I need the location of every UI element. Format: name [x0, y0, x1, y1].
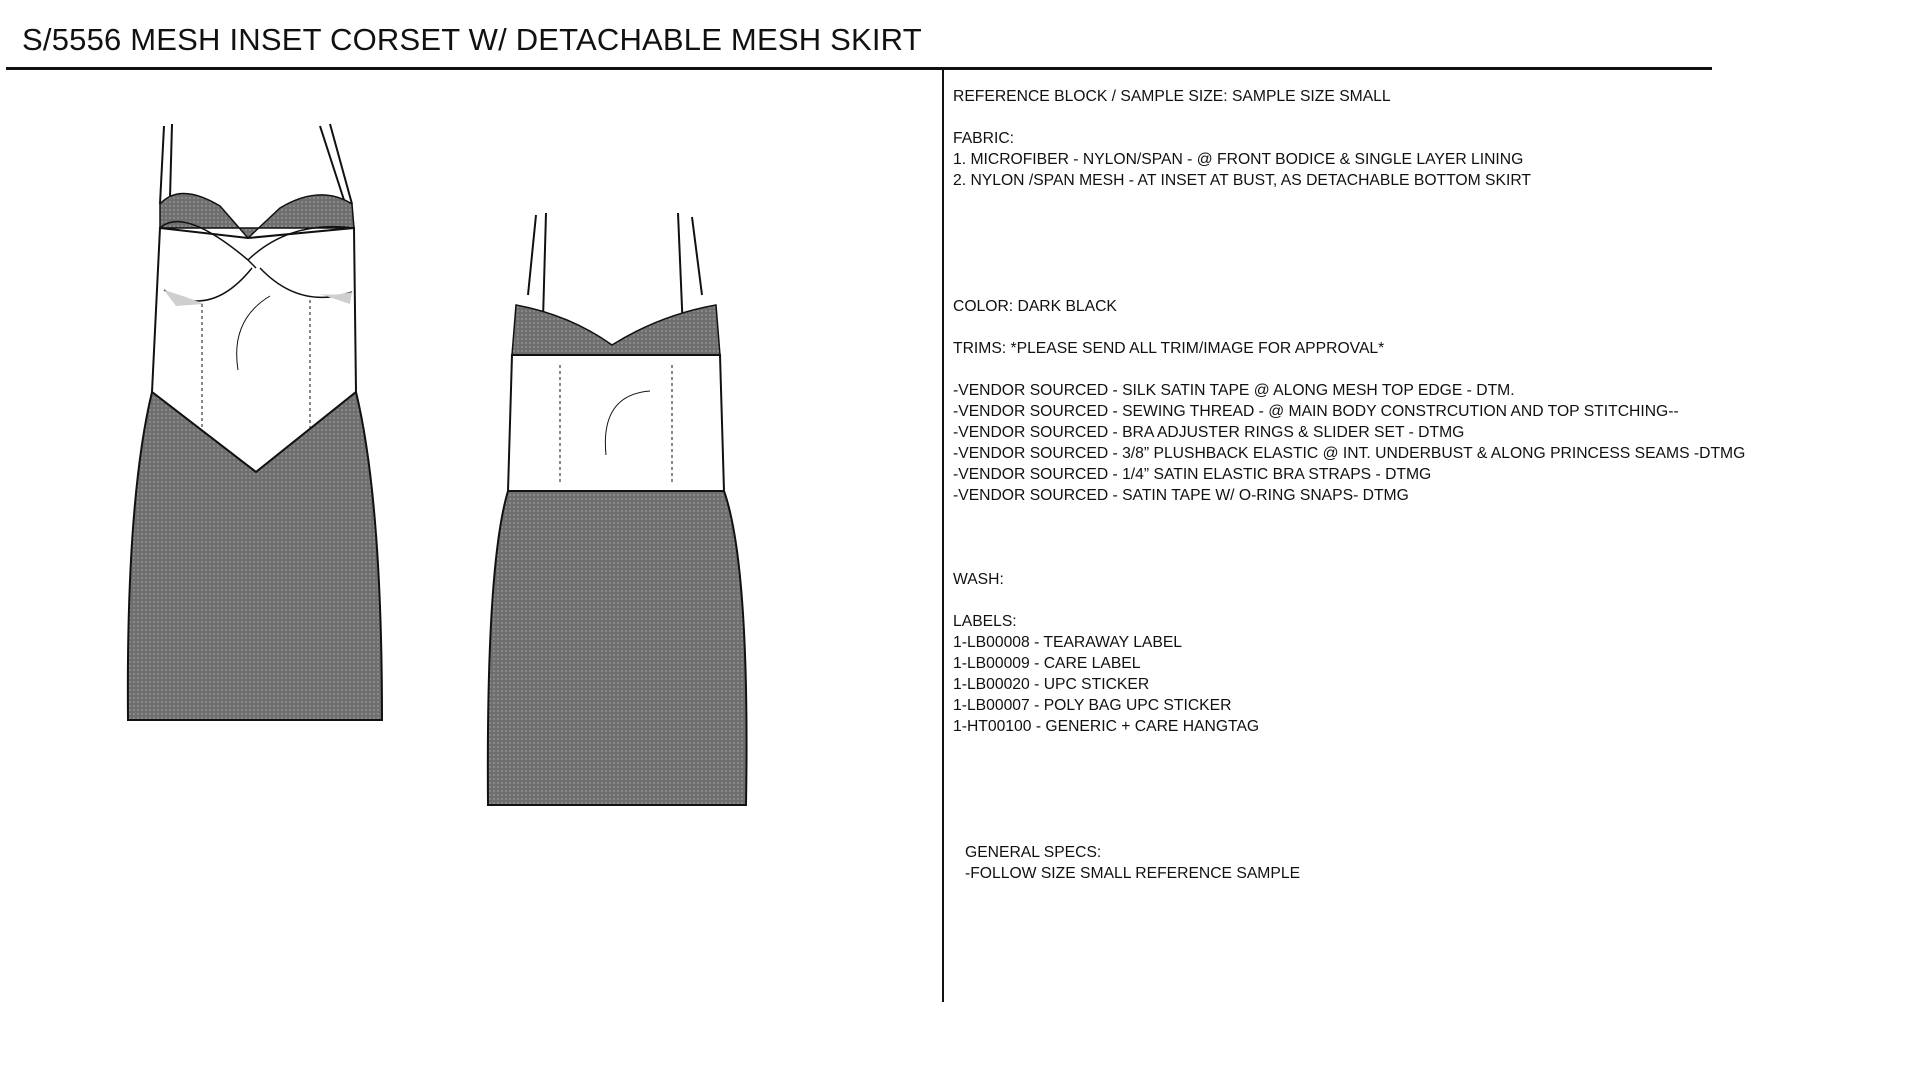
page-title: S/5556 MESH INSET CORSET W/ DETACHABLE MESH SKIRT: [22, 22, 922, 57]
title-divider: [6, 67, 1712, 70]
column-divider: [942, 68, 944, 1002]
trim-item: -VENDOR SOURCED - 3/8” PLUSHBACK ELASTIC @ INT. UNDERBUST & ALONG PRINCESS SEAMS -DTMG: [953, 445, 1746, 462]
label-item: 1-LB00008 - TEARAWAY LABEL: [953, 634, 1183, 651]
label-item: 1-HT00100 - GENERIC + CARE HANGTAG: [953, 718, 1260, 735]
color-spec: COLOR: DARK BLACK: [953, 298, 1117, 315]
trim-item: -VENDOR SOURCED - SATIN TAPE W/ O-RING SNAPS- DTMG: [953, 487, 1409, 504]
trim-item: -VENDOR SOURCED - BRA ADJUSTER RINGS & SLIDER SET - DTMG: [953, 424, 1465, 441]
reference-block: REFERENCE BLOCK / SAMPLE SIZE: SAMPLE SIZE SMALL: [953, 88, 1391, 105]
trims-heading: TRIMS: *PLEASE SEND ALL TRIM/IMAGE FOR APPROVAL*: [953, 340, 1385, 357]
trim-item: -VENDOR SOURCED - SILK SATIN TAPE @ ALONG MESH TOP EDGE - DTM.: [953, 382, 1515, 399]
fabric-item: 2. NYLON /SPAN MESH - AT INSET AT BUST, AS DETACHABLE BOTTOM SKIRT: [953, 172, 1531, 189]
trim-item: -VENDOR SOURCED - 1/4” SATIN ELASTIC BRA STRAPS - DTMG: [953, 466, 1432, 483]
general-specs-item: -FOLLOW SIZE SMALL REFERENCE SAMPLE: [965, 865, 1301, 882]
front-view-sketch: [120, 120, 410, 740]
label-item: 1-LB00020 - UPC STICKER: [953, 676, 1150, 693]
labels-heading: LABELS:: [953, 613, 1017, 630]
label-item: 1-LB00007 - POLY BAG UPC STICKER: [953, 697, 1232, 714]
wash-heading: WASH:: [953, 571, 1004, 588]
label-item: 1-LB00009 - CARE LABEL: [953, 655, 1141, 672]
trim-item: -VENDOR SOURCED - SEWING THREAD - @ MAIN BODY CONSTRCUTION AND TOP STITCHING--: [953, 403, 1679, 420]
fabric-item: 1. MICROFIBER - NYLON/SPAN - @ FRONT BODICE & SINGLE LAYER LINING: [953, 151, 1524, 168]
back-view-sketch: [480, 205, 760, 825]
general-specs-heading: GENERAL SPECS:: [965, 844, 1102, 861]
fabric-heading: FABRIC:: [953, 130, 1015, 147]
spec-sheet: [953, 86, 1746, 884]
